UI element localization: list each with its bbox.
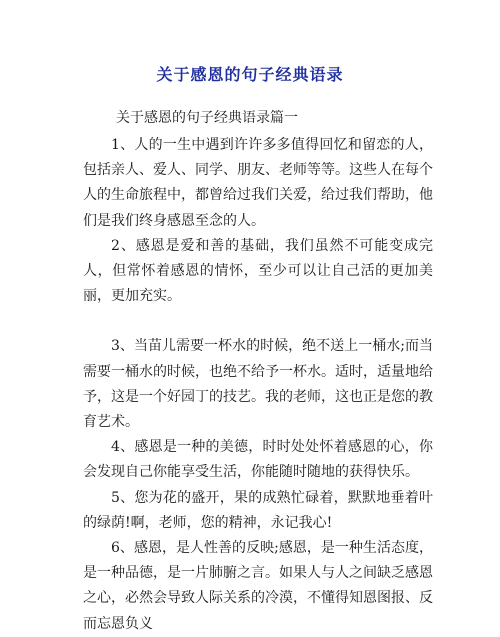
document-title: 关于感恩的句子经典语录 <box>156 65 344 84</box>
paragraph-6: 6、感恩，是人性善的反映;感恩，是一种生活态度，是一种品德，是一片肺腑之言。如果人与人之间缺乏感恩之心，必然会导致人际关系的冷漠，不懂得知恩图报、反而忘恩负义 <box>83 540 433 632</box>
section-heading: 关于感恩的句子经典语录篇一 <box>116 110 298 126</box>
paragraph-5: 5、您为花的盛开，果的成熟忙碌着，默默地垂着叶的绿荫!啊，老师，您的精神，永记我心! <box>83 489 433 531</box>
paragraph-1: 1、人的一生中遇到许许多多值得回忆和留恋的人，包括亲人、爱人、同学、朋友、老师等等。这些人在每个人的生命旅程中，都曾给过我们关爱，给过我们帮助，他们是我们终身感恩至念的人。 <box>83 137 433 229</box>
paragraph-2: 2、感恩是爱和善的基础，我们虽然不可能变成完人，但常怀着感恩的情怀，至少可以让自己活的更加美丽，更加充实。 <box>83 237 433 305</box>
paragraph-4: 4、感恩是一种的美德，时时处处怀着感恩的心，你会发现自己你能享受生活，你能随时随地的获得快乐。 <box>83 439 433 481</box>
document-body <box>83 133 433 637</box>
paragraph-3: 3、当苗儿需要一杯水的时候，绝不送上一桶水;而当需要一桶水的时候，也绝不给予一杯水。适时，适量地给予，这是一个好园丁的技艺。我的老师，这也正是您的教育艺术。 <box>83 338 433 431</box>
